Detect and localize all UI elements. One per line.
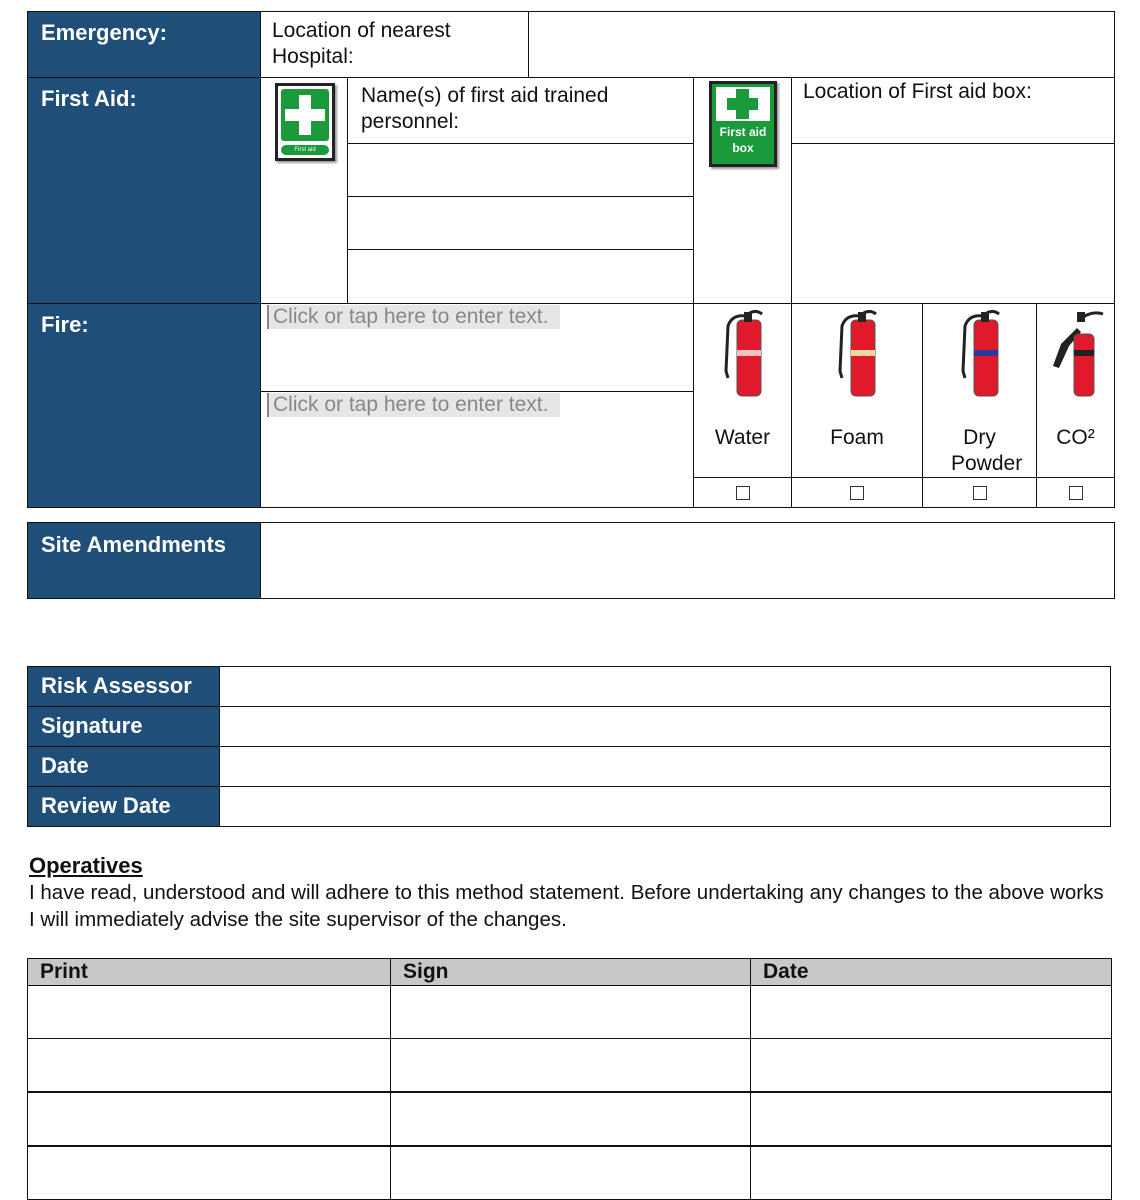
first-aid-label: First Aid: (27, 77, 261, 304)
first-aid-box-sign-cell (693, 77, 792, 304)
extinguisher-checkbox-cell (1036, 477, 1115, 508)
hospital-label: Location of nearest Hospital: (260, 11, 529, 78)
operative-cell[interactable] (27, 1146, 391, 1200)
signoff-label: Date (27, 746, 220, 787)
placeholder-text[interactable]: Click or tap here to enter text. (267, 393, 560, 417)
extinguisher-checkbox-cell (791, 477, 923, 508)
extinguisher-checkbox[interactable] (1069, 486, 1083, 500)
extinguisher-label: Foam (830, 426, 884, 449)
extinguisher-checkbox[interactable] (850, 486, 864, 500)
column-header: Date (750, 958, 1112, 986)
operative-cell[interactable] (390, 1038, 751, 1092)
operative-cell[interactable] (750, 985, 1112, 1039)
operative-cell[interactable] (27, 1038, 391, 1092)
extinguisher-cell (693, 303, 792, 478)
first-aid-sign-cell (260, 77, 348, 304)
emergency-label: Emergency: (27, 11, 261, 78)
signoff-field[interactable] (219, 706, 1111, 747)
personnel-field-2[interactable] (347, 196, 694, 250)
operative-cell[interactable] (390, 1092, 751, 1146)
extinguisher-cell (1036, 303, 1115, 478)
hospital-field[interactable] (528, 11, 1115, 78)
extinguisher-cell (791, 303, 923, 478)
signoff-label: Risk Assessor (27, 666, 220, 707)
extinguisher-cell (922, 303, 1037, 478)
personnel-label: Name(s) of first aid trained personnel: (347, 77, 694, 144)
operative-cell[interactable] (27, 985, 391, 1039)
first-aid-sign-icon (275, 83, 335, 161)
column-header: Sign (390, 958, 751, 986)
extinguisher-checkbox-cell (693, 477, 792, 508)
signoff-field[interactable] (219, 786, 1111, 827)
first-aid-box-sign-icon (709, 81, 777, 167)
signoff-field[interactable] (219, 666, 1111, 707)
signoff-label: Signature (27, 706, 220, 747)
extinguisher-checkbox[interactable] (973, 486, 987, 500)
site-amendments-field[interactable] (260, 522, 1115, 599)
extinguisher-label: CO² (1056, 426, 1095, 449)
sign-text: First aid (281, 145, 329, 155)
operative-cell[interactable] (750, 1038, 1112, 1092)
signoff-label: Review Date (27, 786, 220, 827)
personnel-field-3[interactable] (347, 249, 694, 304)
fire-text-field-1[interactable] (260, 303, 694, 392)
personnel-field-1[interactable] (347, 143, 694, 197)
fire-text-field-2[interactable] (260, 391, 694, 508)
extinguisher-checkbox[interactable] (736, 486, 750, 500)
fire-extinguisher-icon (951, 306, 1011, 401)
operative-cell[interactable] (390, 985, 751, 1039)
operatives-heading: Operatives (29, 853, 143, 878)
extinguisher-label: Dry Powder (951, 426, 1023, 475)
site-amendments-label: Site Amendments (27, 522, 261, 599)
box-location-label: Location of First aid box: (791, 77, 1115, 144)
extinguisher-checkbox-cell (922, 477, 1037, 508)
extinguisher-label: Water (714, 426, 771, 449)
operative-cell[interactable] (750, 1092, 1112, 1146)
operative-cell[interactable] (390, 1146, 751, 1200)
fire-extinguisher-icon (828, 306, 888, 401)
placeholder-text[interactable]: Click or tap here to enter text. (267, 305, 560, 329)
fire-extinguisher-icon (1047, 306, 1107, 401)
column-header: Print (27, 958, 391, 986)
operative-cell[interactable] (27, 1092, 391, 1146)
operative-cell[interactable] (750, 1146, 1112, 1200)
box-sign-text: First aid box (719, 125, 767, 155)
signoff-field[interactable] (219, 746, 1111, 787)
operatives-statement: I have read, understood and will adhere to this method statement. Before undertaking any changes to the above works I will immediately advise the site supervisor of the changes. (29, 881, 1104, 931)
fire-label: Fire: (27, 303, 261, 508)
box-location-field[interactable] (791, 143, 1115, 304)
fire-extinguisher-icon (714, 306, 774, 401)
